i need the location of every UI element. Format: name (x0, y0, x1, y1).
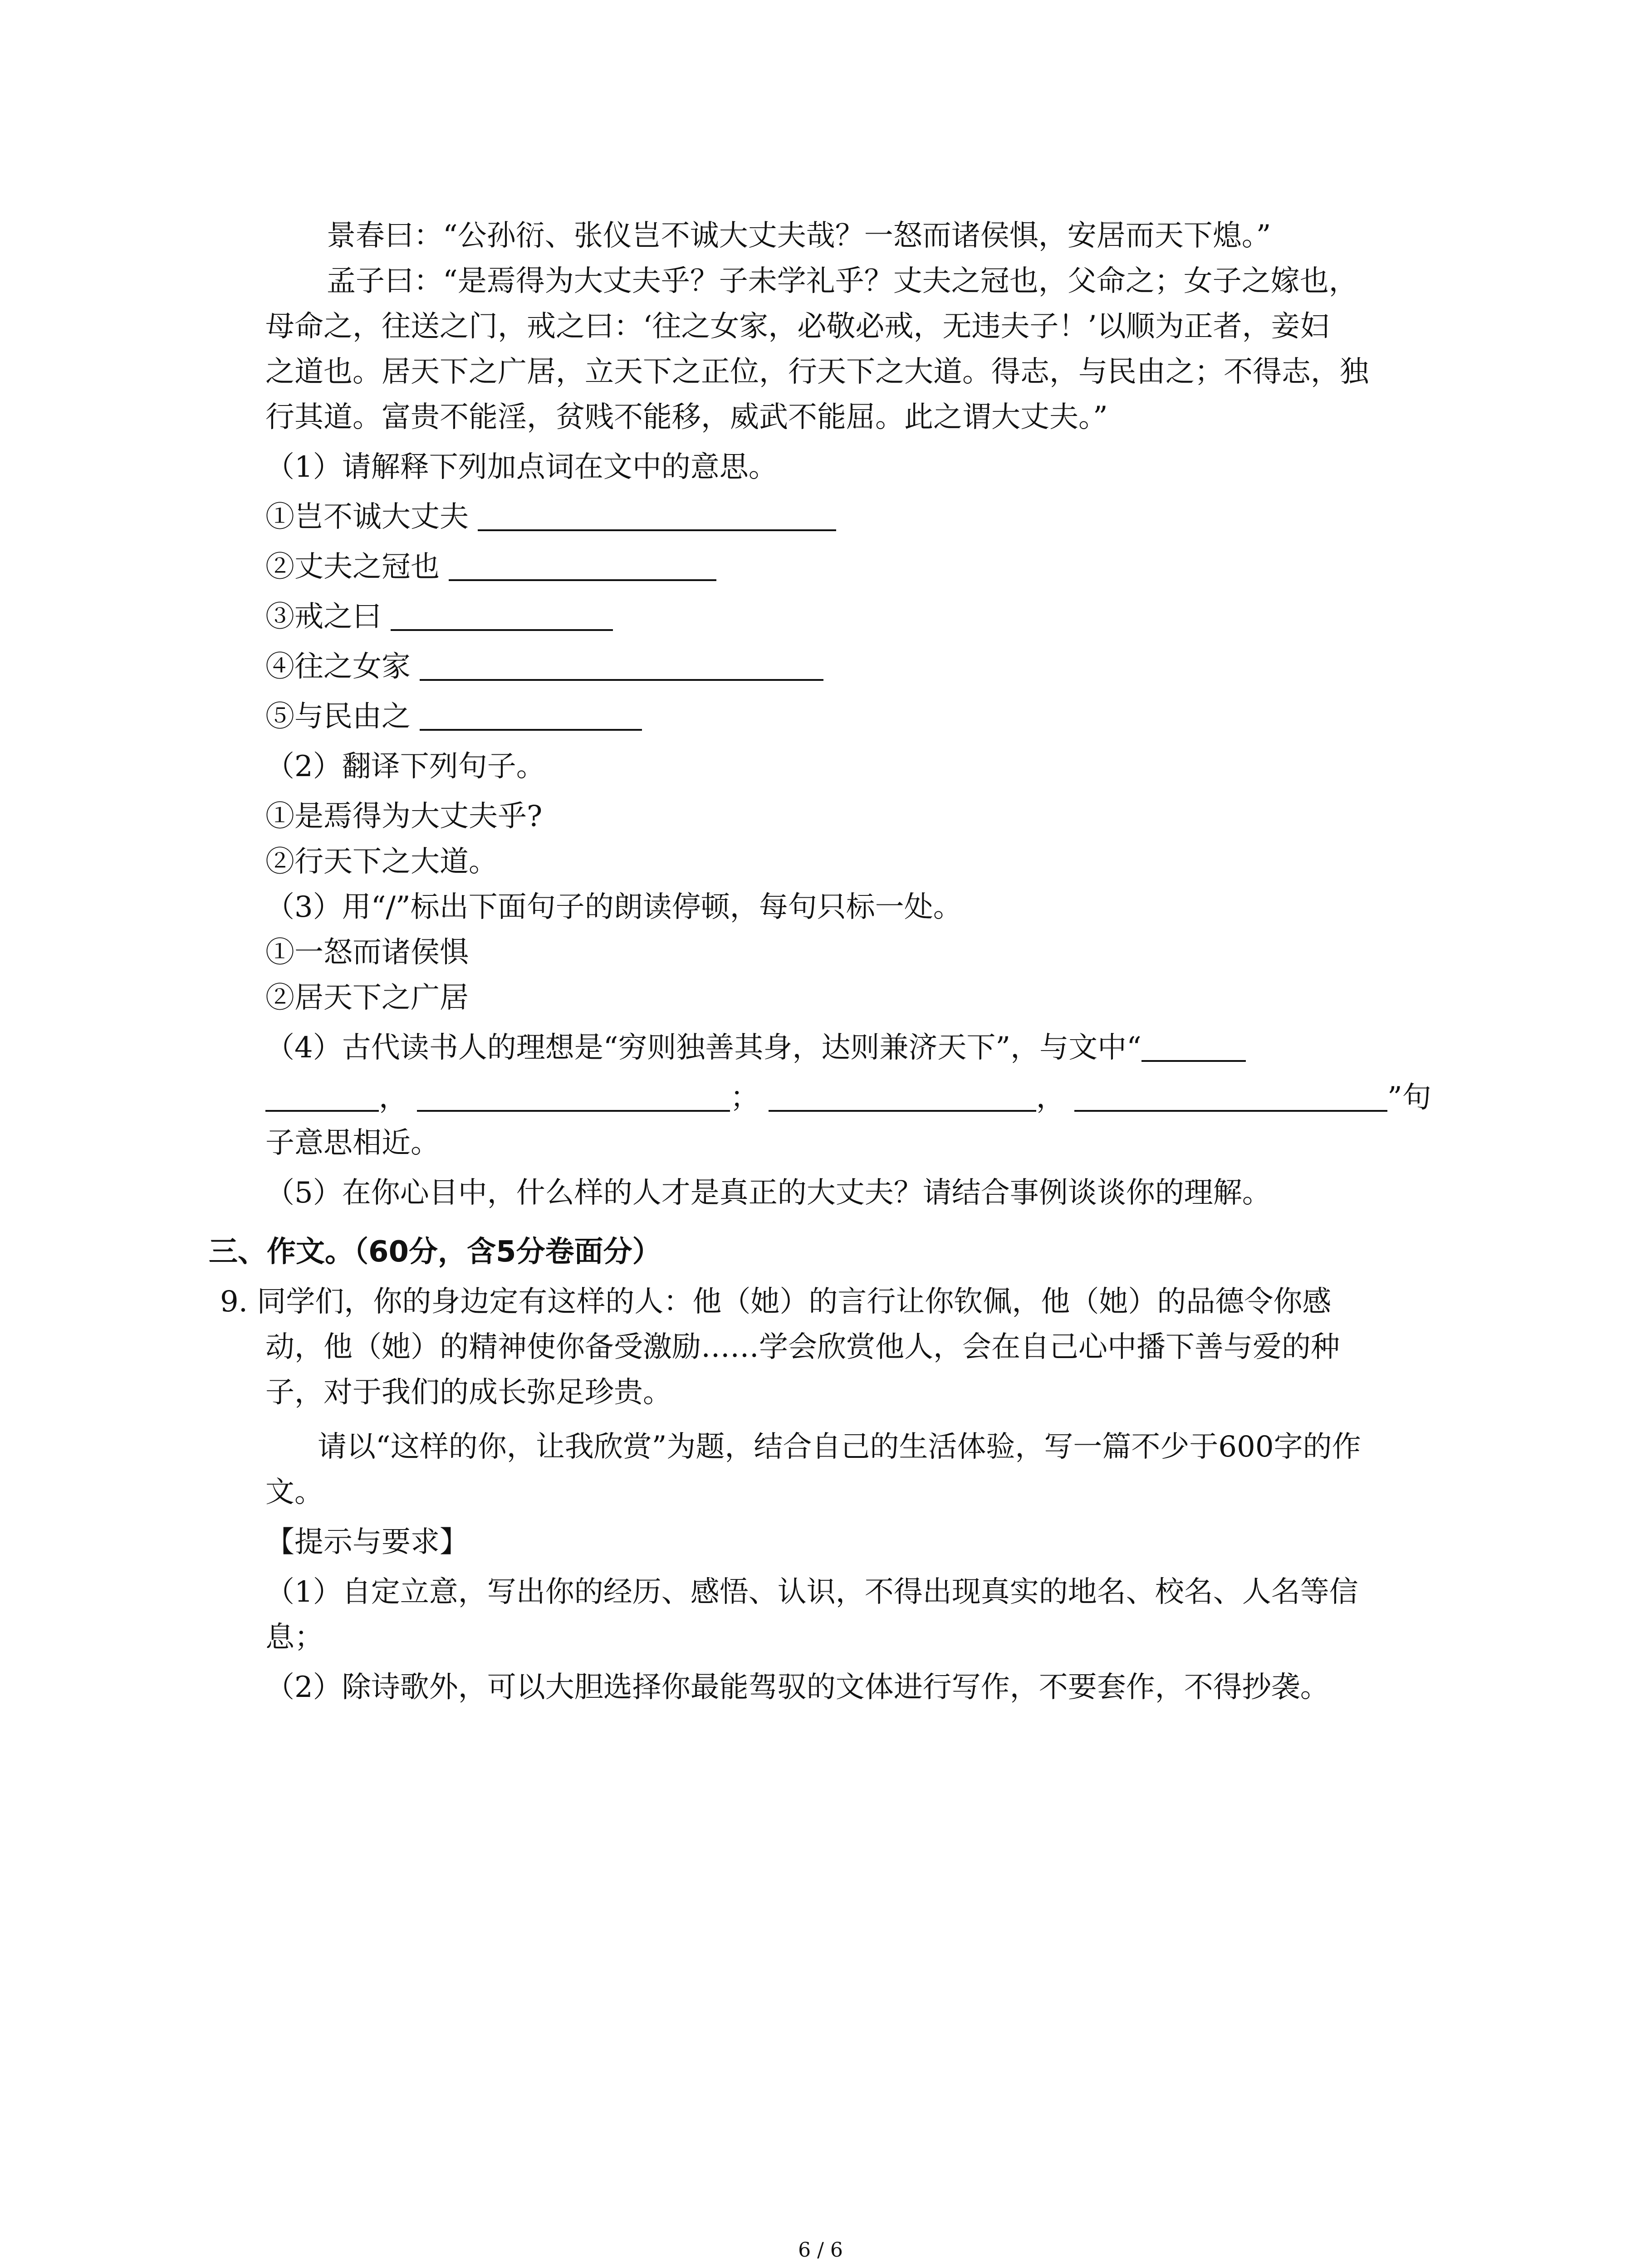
question-2-item-2: ②行天下之大道。 (265, 845, 498, 879)
question-4-line-3: 子意思相近。 (265, 1126, 440, 1160)
question-3-item-1: ①一怒而诸侯惧 (265, 936, 469, 969)
answer-blank[interactable] (417, 1081, 730, 1112)
question-1-item-2: ②丈夫之冠也 (265, 549, 716, 585)
answer-blank[interactable] (449, 550, 716, 581)
answer-blank[interactable] (769, 1081, 1036, 1112)
tip-1-line-2: 息； (265, 1621, 323, 1654)
passage-line-3: 母命之，往送之门，戒之曰：‘往之女家，必敬必戒，无违夫子！’以顺为正者，妾妇 (265, 310, 1329, 343)
question-9-line-4: 请以“这样的你，让我欣赏”为题，结合自己的生活体验，写一篇不少于600字的作 (318, 1430, 1361, 1464)
answer-blank[interactable] (1141, 1031, 1246, 1062)
passage-line-1: 景春曰：“公孙衍、张仪岂不诚大丈夫哉？一怒而诸侯惧，安居而天下熄。” (327, 219, 1271, 253)
tip-2: （2）除诗歌外，可以大胆选择你最能驾驭的文体进行写作，不要套作，不得抄袭。 (265, 1671, 1329, 1704)
question-3-prompt: （3）用“/”标出下面句子的朗读停顿，每句只标一处。 (265, 890, 962, 924)
question-1-prompt: （1）请解释下列加点词在文中的意思。 (265, 450, 778, 484)
passage-line-2: 孟子曰：“是焉得为大丈夫乎？子未学礼乎？丈夫之冠也，父命之；女子之嫁也， (327, 264, 1358, 298)
answer-blank[interactable] (1074, 1081, 1387, 1112)
answer-blank[interactable] (420, 650, 823, 681)
question-9-line-3: 子，对于我们的成长弥足珍贵。 (265, 1376, 672, 1409)
question-9-line-5: 文。 (265, 1476, 323, 1509)
question-9-line-1: 9. 同学们，你的身边定有这样的人：他（她）的言行让你钦佩，他（她）的品德令你感 (220, 1285, 1332, 1319)
question-1-item-5: ⑤与民由之 (265, 699, 642, 735)
section-3-heading: 三、作文。（60分，含5分卷面分） (209, 1235, 661, 1269)
question-9-line-2: 动，他（她）的精神使你备受激励……学会欣赏他人，会在自己心中播下善与爱的种 (265, 1330, 1340, 1364)
question-5-prompt: （5）在你心目中，什么样的人才是真正的大丈夫？请结合事例谈谈你的理解。 (265, 1176, 1271, 1210)
question-4-line-2: ， ； ， ”句 (265, 1080, 1431, 1116)
question-3-item-2: ②居天下之广居 (265, 981, 469, 1015)
passage-line-4: 之道也。居天下之广居，立天下之正位，行天下之大道。得志，与民由之；不得志，独 (265, 355, 1369, 389)
answer-blank[interactable] (391, 600, 613, 631)
tip-1-line-1: （1）自定立意，写出你的经历、感悟、认识，不得出现真实的地名、校名、人名等信 (265, 1575, 1358, 1609)
page-number: 6 / 6 (798, 2239, 843, 2262)
question-4-line-1: （4）古代读书人的理想是“穷则独善其身，达则兼济天下”，与文中“ (265, 1030, 1246, 1066)
tips-title: 【提示与要求】 (265, 1525, 469, 1559)
answer-blank[interactable] (420, 700, 642, 731)
answer-blank[interactable] (478, 500, 836, 531)
question-1-item-1: ①岂不诚大丈夫 (265, 499, 836, 535)
question-1-item-3: ③戒之曰 (265, 599, 613, 635)
question-2-item-1: ①是焉得为大丈夫乎? (265, 800, 543, 833)
question-1-item-4: ④往之女家 (265, 649, 823, 685)
answer-blank[interactable] (265, 1081, 379, 1112)
question-2-prompt: （2）翻译下列句子。 (265, 750, 545, 783)
passage-line-5: 行其道。富贵不能淫，贫贱不能移，威武不能屈。此之谓大丈夫。” (265, 401, 1108, 434)
